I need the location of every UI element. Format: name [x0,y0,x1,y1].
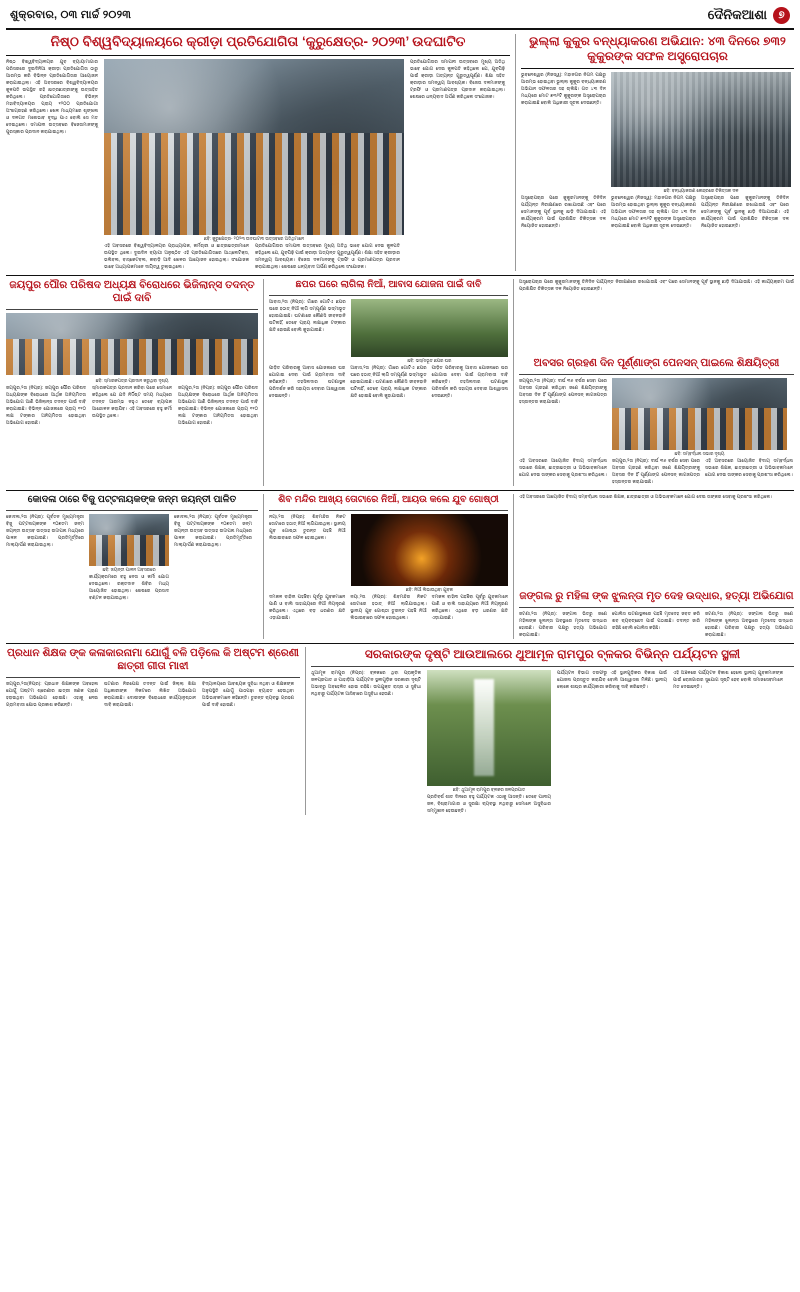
pension-photo-caption: ଛବି: ସମ୍ବର୍ଦ୍ଧନା ସଭାର ଦୃଶ୍ୟ [674,450,725,456]
newspaper-title: ଦୈନିକଆଶା [707,7,767,22]
kodala-photo [89,514,169,566]
hut-photo-wrap [351,299,508,363]
tourism-col-2: ପ୍ରତିବର୍ଷ ଶୀତ ଦିନରେ ବହୁ ପର୍ଯ୍ୟଟକ ଏଠାକୁ ଆସନ୍ତି। ତେବେ ପାନୀୟ ଜଳ, ବିଶ୍ରାମାଗାର ଓ ସୁରକ୍ଷା ବ୍ୟବସ୍ଥା ନଥିବାରୁ ସେମାନେ ଅସୁବିଧାର ସମ୍ମୁଖୀନ ହେଉଛନ୍ତି। [427,793,551,813]
lead-photo-caption: ଛବି: କୁରୁକ୍ଷେତ୍ର- ୨୦୨୩ ଉଦଘାଟନୀ ଉତ୍ସବରେ ଅତିଥିମାନେ [203,235,304,241]
page-number-badge: ୭ [773,7,790,24]
masthead [6,4,794,30]
brand-wrap [708,7,790,24]
hut-col-4: ପୀଡ଼ିତ ପରିବାରକୁ ଆବାସ ଯୋଜନାରେ ଘର ଯୋଗାଇ ଦେବା ପାଇଁ ଗ୍ରାମବାସୀ ଦାବି କରିଛନ୍ତି। ତହସିଲଦାର ଘଟଣାସ୍ଥଳ ପରିଦର୍ଶନ କରି ସହାୟତା ଦେବାର ଆଶ୍ୱାସନା ଦେଇଛନ୍ତି। [431,364,508,398]
tourism-col-1: ଥୁଆମୂଳ ରାମପୁର (ନିପ୍ର): ବ୍ଳକରେ ଥିବା ପ୍ରାକୃତିକ ଜଳପ୍ରପାତ ଓ ପାହାଡ଼ିଆ ପର୍ଯ୍ୟଟନ ସ୍ଥଳୀଗୁଡ଼ିକ ସରକାରୀ ଦୃଷ୍ଟି ଅଭାବରୁ ଅବହେଳିତ ହୋଇ ରହିଛି। ଉପଯୁକ୍ତ ରାସ୍ତା ଓ ସୁବିଧା ନଥିବାରୁ ପର୍ଯ୍ୟଟକ ଆସିବାରେ ଅସୁବିଧା ହେଉଛି। [311,669,421,696]
temple-col-1: ନୟା,୨ତା (ନିପ୍ର): ଶିବମନ୍ଦିର ନିକଟ ତୋଟାରେ ହଠାତ୍ ନିଆଁ ଲାଗିଯାଇଥିଲା। ସ୍ଥାନୀୟ ଯୁବ ଗୋଷ୍ଠୀ ତୁରନ୍ତ ପହଞ୍ଚି ନିଆଁ ଲିଭାଇବାରେ ସଫଳ ହୋଇଥିଲେ। [269,513,346,540]
dog-article [516,34,794,271]
dog-headline: ଭୁଲ୍ଲା କୁକୁର ବନ୍ଧ୍ୟାକରଣ ଅଭିଯାନ: ୪୩ ଦିନରେ ୭୩୨ କୁକୁରଙ୍କ ସଫଳ ଅସ୍ତ୍ରୋପଚାର [529,34,786,63]
temple-headline: ଶିବ ମନ୍ଦିର ଆଖ୍ୟ ତୋଟାରେ ନିଆଁ, ଆୟଉ କଲେ ଯୁବ ଗୋଷ୍ଠୀ [278,493,499,505]
top-band [6,34,794,271]
jaipur-photo-caption: ଛବି: ସ୍ମାରକପତ୍ର ପ୍ରଦାନ କରୁଥିବା ଦୃଶ୍ୟ [95,378,169,383]
temple-col-4: ଦମକଳ ବାହିନୀ ପହଞ୍ଚିବା ପୂର୍ବରୁ ଯୁବକମାନେ ପାଣି ଓ ବାଲି ସାହାଯ୍ୟରେ ନିଆଁ ନିୟନ୍ତ୍ରଣ କରିଥିଲେ। ଏଥିରେ ବଡ଼ ଧରଣର କ୍ଷତି ଏଡ଼ାଯାଇଛି। [431,593,508,620]
jaipur-col-2: ସ୍ମାରକପତ୍ର ପ୍ରଦାନ କରିବା ପରେ ସେମାନେ କହିଥିଲେ ଯେ ଯଦି ନିର୍ଦ୍ଦିଷ୍ଟ ସମୟ ମଧ୍ୟରେ ତଦନ୍ତ ଆରମ୍ଭ ନହୁଏ ତେବେ ବ୍ୟାପକ ଆନ୍ଦୋଳନ କରାଯିବ। ଏହି ଅବସରରେ ବହୁ କର୍ମୀ ଉପସ୍ଥିତ ଥିଲେ। [92,385,172,418]
temple-photo-caption: ଛବି: ନିଆଁ ଲିଭାଉଥିବା ଯୁବକ [405,586,453,592]
kodala-col-3: କୋଦଳା,୨ତା (ନିପ୍ର): ପୂର୍ବତନ ମୁଖ୍ୟମନ୍ତ୍ରୀ ବିଜୁ ପଟ୍ଟନାୟକଙ୍କ ୧୦୭ତମ ଜନ୍ମ ଜୟନ୍ତୀ ଉତ୍ସବ ଉତ୍ସାହ ଉଦ୍ଦୀପନା ମଧ୍ୟରେ ପାଳନ କରାଯାଇଛି। ପ୍ରତିମୂର୍ତ୍ତିରେ ମାଲ୍ୟାର୍ପଣ କରାଯାଇଥିଲା। [174,513,252,547]
lead-photo-wrap [104,59,404,271]
lead-photo [104,59,404,235]
jungle-article [514,494,794,639]
hut-col-2: ପୀଡ଼ିତ ପରିବାରକୁ ଆବାସ ଯୋଜନାରେ ଘର ଯୋଗାଇ ଦେବା ପାଇଁ ଗ୍ରାମବାସୀ ଦାବି କରିଛନ୍ତି। ତହସିଲଦାର ଘଟଣାସ୍ଥଳ ପରିଦର୍ଶନ କରି ସହାୟତା ଦେବାର ଆଶ୍ୱାସନା ଦେଇଛନ୍ତି। [269,364,346,398]
pension-headline: ଅବସର ଗ୍ରହଣ ଦିନ ପୂର୍ଣ୍ଣାଙ୍ଗ ପେନସନ୍ ପାଇଲେ ଶିକ୍ଷୟିତ୍ରୀ [533,356,780,369]
dog-photo [611,72,791,187]
kodala-photo-wrap [89,514,169,602]
hut-photo-caption: ଛବି: ଭସ୍ମୀଭୂତ ଛପର ଘର [407,357,452,363]
pension-lead-text: ଅସ୍ତ୍ରୋପଚାର ପରେ କୁକୁରମାନଙ୍କୁ ତିନିଦିନ ପର୍ଯ୍ୟନ୍ତ ନିରୀକ୍ଷଣରେ ରଖାଯାଉଛି ଏବଂ ପରେ ସେମାନଙ୍କୁ ପୂର୍ବ ସ୍ଥାନକୁ ଛାଡ଼ି ଦିଆଯାଉଛି। ଏହି କାର୍ଯ୍ୟକ୍ରମ ପାଇଁ ପ୍ରଶିକ୍ଷିତ ଚିକିତ୍ସକ ଦଳ ନିୟୋଜିତ ହୋଇଛନ୍ତି। [519,278,794,291]
tourism-col-4: ଏହି ଅଞ୍ଚଳରେ ପର୍ଯ୍ୟଟନ ବିକାଶ ହେଲେ ସ୍ଥାନୀୟ ଯୁବକମାନଙ୍କ ପାଇଁ ରୋଜଗାରର ସୁଯୋଗ ସୃଷ୍ଟି ହେବ ବୋଲି ସମାଜସେବୀମାନେ ମତ ଦେଇଛନ୍ତି। [673,669,783,689]
temple-col-3: ନୟା,୨ତା (ନିପ୍ର): ଶିବମନ୍ଦିର ନିକଟ ତୋଟାରେ ହଠାତ୍ ନିଆଁ ଲାଗିଯାଇଥିଲା। ସ୍ଥାନୀୟ ଯୁବ ଗୋଷ୍ଠୀ ତୁରନ୍ତ ପହଞ୍ଚି ନିଆଁ ଲିଭାଇବାରେ ସଫଳ ହୋଇଥିଲେ। [350,593,427,620]
lead-col-2b: ପ୍ରତିଯୋଗିତାର ସମାପନୀ ଉତ୍ସବରେ ମୁଖ୍ୟ ଅତିଥି ଭାବେ ଯୋଗ ଦେଇ କୁଳପତି କହିଥିଲେ ଯେ, ଯୁବପିଢ଼ି ପାଇଁ କ୍ରୀଡ଼ା ଅତ୍ୟନ୍ତ ଗୁରୁତ୍ୱପୂର୍ଣ୍ଣ। ଶିକ୍ଷା ସହିତ କ୍ରୀଡ଼ାର ସମନ୍ୱୟ ଆବଶ୍ୟକ। ବିଜେତା ଦଳମାନଙ୍କୁ ଟ୍ରଫି ଓ ପ୍ରମାଣପତ୍ର ପ୍ରଦାନ କରାଯାଇଥିଲା। ଶେଷରେ ଧନ୍ୟବାଦ ଅର୍ପଣ କରିଥିଲେ ସଂଯୋଜକ। [255,242,400,269]
temple-col-2: ଦମକଳ ବାହିନୀ ପହଞ୍ଚିବା ପୂର୍ବରୁ ଯୁବକମାନେ ପାଣି ଓ ବାଲି ସାହାଯ୍ୟରେ ନିଆଁ ନିୟନ୍ତ୍ରଣ କରିଥିଲେ। ଏଥିରେ ବଡ଼ ଧରଣର କ୍ଷତି ଏଡ଼ାଯାଇଛି। [269,593,346,620]
bottom-band [6,647,794,815]
kodala-headline: କୋଦଳା ଠାରେ ବିଜୁ ପଟ୍ଟନାୟକଙ୍କ ଜନ୍ମ ଜୟନ୍ତୀ ପାଳିତ [27,493,237,505]
jaipur-col-3: ଜୟପୁର,୨ତା (ନିପ୍ର): ଜୟପୁର ପୌର ପରିଷଦ ଅଧ୍ୟକ୍ଷଙ୍କ ବିରୋଧରେ ଆର୍ଥିକ ଅନିୟମିତତା ଅଭିଯୋଗ ଆଣି ଭିଜିଲାନ୍ସ ତଦନ୍ତ ପାଇଁ ଦାବି କରାଯାଇଛି। ବିଭିନ୍ନ ଯୋଜନାରେ ପ୍ରାୟ ୧୧୦ ଲକ୍ଷ ଟଙ୍କାର ଅନିୟମିତତା ହୋଇଥିବା ଅଭିଯୋଗ ହୋଇଛି। [178,385,258,425]
pension-col-4: ଏହି ଅବସରରେ ଆୟୋଜିତ ବିଦାୟ ସମ୍ବର୍ଦ୍ଧନା ସଭାରେ ଶିକ୍ଷକ, ଛାତ୍ରଛାତ୍ରୀ ଓ ଅଭିଭାବକମାନେ ଯୋଗ ଦେଇ ତାଙ୍କର ସେବାକୁ ପ୍ରଶଂସା କରିଥିଲେ। [705,457,793,477]
dog-photo-wrap [611,72,791,193]
tourism-headline: ସରକାରଙ୍କ ଦୃଷ୍ଟି ଆଉଆଲରେ ଥୁଆମୂଳ ରାମପୁର ବ୍ଳକର ବିଭିନ୍ନ ପର୍ଯ୍ୟଟନ ସ୍ଥଳୀ [364,646,741,661]
kodala-col-1: କୋଦଳା,୨ତା (ନିପ୍ର): ପୂର୍ବତନ ମୁଖ୍ୟମନ୍ତ୍ରୀ ବିଜୁ ପଟ୍ଟନାୟକଙ୍କ ୧୦୭ତମ ଜନ୍ମ ଜୟନ୍ତୀ ଉତ୍ସବ ଉତ୍ସାହ ଉଦ୍ଦୀପନା ମଧ୍ୟରେ ପାଳନ କରାଯାଇଛି। ପ୍ରତିମୂର୍ତ୍ତିରେ ମାଲ୍ୟାର୍ପଣ କରାଯାଇଥିଲା। [6,513,84,547]
tourism-article [306,647,794,815]
kodala-col-2: କାର୍ଯ୍ୟକ୍ରମରେ ବହୁ ନେତା ଓ କର୍ମୀ ଯୋଗ ଦେଇଥିଲେ। ରକ୍ତଦାନ ଶିବିର ମଧ୍ୟ ଆୟୋଜିତ ହୋଇଥିଲା। ଶେଷରେ ପ୍ରସାଦ ବଣ୍ଟନ କରାଯାଇଥିଲା। [89,573,169,600]
lead-col-2: ଏହି ଅବସରରେ ବିଶ୍ୱବିଦ୍ୟାଳୟର ପ୍ରାଧ୍ୟାପକ, କର୍ମଚାରୀ ଓ ଛାତ୍ରଛାତ୍ରୀମାନେ ଉପସ୍ଥିତ ଥିଲେ। ଦୁଇଦିନ ବ୍ୟାପୀ ଅନୁଷ୍ଠିତ ଏହି ପ୍ରତିଯୋଗିତାରେ ଆଥ୍ଲେଟିକ୍ସ, ଭଲିବଲ, ବାସ୍କେଟବଲ, କବାଡ଼ି ଆଦି ଖେଳର ଆୟୋଜନ ହୋଇଥିଲା। ସଂଯୋଜକ ଭାବେ ଅଧ୍ୟାପକମାନେ ଦାୟିତ୍ୱ ତୁଲାଇଥିଲେ। [104,242,249,269]
lead-article [6,34,516,271]
kodala-photo-caption: ଛବି: ଜୟନ୍ତୀ ପାଳନ ଅବସରରେ [102,566,156,572]
second-band [6,279,794,486]
tourism-photo-caption: ଛବି: ଥୁଆମୂଳ ରାମପୁର ବ୍ଳକର ଜଳପ୍ରପାତ [452,786,526,792]
teacher-col-3: ବିଦ୍ୟାଳୟରେ ଆବଶ୍ୟକ ସୁବିଧା ନଥିବା ଓ ଶିକ୍ଷକଙ୍କ ଅନୁପସ୍ଥିତି ଯୋଗୁଁ ପାଠପଢ଼ା ବ୍ୟାହତ ହେଉଥିବା ଅଭିଭାବକମାନେ କହିଛନ୍ତି। ତୁରନ୍ତ ବ୍ୟବସ୍ଥା ଗ୍ରହଣ ପାଇଁ ଦାବି ହୋଇଛି। [202,681,294,707]
hut-col-1: ଆବାସ,୨ତା (ନିପ୍ର): ଗାଁରେ ଗୋଟିଏ ଛପର ଘରେ ହଠାତ୍ ନିଆଁ ଲାଗି ସମ୍ପୂର୍ଣ୍ଣ ଭସ୍ମୀଭୂତ ହୋଇଯାଇଛି। ଘଟଣାରେ କୌଣସି ଜୀବନହାନି ଘଟିନାହିଁ, ତେବେ ପ୍ରାୟ ଲକ୍ଷାଧିକ ଟଙ୍କାର କ୍ଷତି ହୋଇଛି ବୋଲି କୁହାଯାଇଛି। [269,298,346,332]
teacher-col-1: ଜୟପୁର,୨ତା(ନିପ୍ର): ପ୍ରଧାନ ଶିକ୍ଷକଙ୍କ ଅବହେଳା ଯୋଗୁଁ ଅଷ୍ଟମ ଶ୍ରେଣୀର ଛାତ୍ରୀ ଜଣକ ପ୍ରାଣ ହରାଇଥିବା ଅଭିଯୋଗ ହୋଇଛି। ଏହାକୁ ନେଇ ଗ୍ରାମବାସୀ କ୍ଷୋଭ ପ୍ରକାଶ କରିଛନ୍ତି। [6,681,98,707]
teacher-col-2: ଘଟଣାର ନିରପେକ୍ଷ ତଦନ୍ତ ପାଇଁ ଜିଲ୍ଲା ଶିକ୍ଷା ଅଧିକାରୀଙ୍କ ନିକଟରେ ଲିଖିତ ଅଭିଯୋଗ କରାଯାଇଛି। ଦୋଷୀଙ୍କ ବିରୋଧରେ କାର୍ଯ୍ୟାନୁଷ୍ଠାନ ଦାବି କରାଯାଇଛି। [104,681,196,707]
lead-headline: ନିଷ୍ଠ ବିଶ୍ୱବିଦ୍ୟାଳୟରେ କ୍ରୀଡ଼ା ପ୍ରତିଯୋଗିତା ‘କୁରୁକ୍ଷେତ୍ର- ୨୦୨୩’ ଉଦଘାଟିତ [50,34,466,49]
dog-col-4: ଅସ୍ତ୍ରୋପଚାର ପରେ କୁକୁରମାନଙ୍କୁ ତିନିଦିନ ପର୍ଯ୍ୟନ୍ତ ନିରୀକ୍ଷଣରେ ରଖାଯାଉଛି ଏବଂ ପରେ ସେମାନଙ୍କୁ ପୂର୍ବ ସ୍ଥାନକୁ ଛାଡ଼ି ଦିଆଯାଉଛି। ଏହି କାର୍ଯ୍ୟକ୍ରମ ପାଇଁ ପ୍ରଶିକ୍ଷିତ ଚିକିତ୍ସକ ଦଳ ନିୟୋଜିତ ହୋଇଛନ୍ତି। [701,195,789,228]
publication-date: ଶୁକ୍ରବାର, ୦୩ ମାର୍ଚ୍ଚ ୨୦୨୩ [10,8,132,21]
jungle-headline: ଜଙ୍ଗଲ ରୁ ମହିଳା ଙ୍କ ଝୁଲନ୍ତା ମୃତ ଦେହ ଉଦ୍ଧାର, ହତ୍ୟା ଅଭିଯୋଗ [519,589,794,602]
tourism-photo [427,670,551,786]
jungle-col-3: ଜଟଣୀ,୨ତା (ନିପ୍ର): ଜଙ୍ଗଲ ଭିତରୁ ଜଣେ ମହିଳାଙ୍କ ଝୁଲନ୍ତା ଅବସ୍ଥାରେ ମୃତଦେହ ଉଦ୍ଧାର ହୋଇଛି। ପରିବାର ପକ୍ଷରୁ ହତ୍ୟା ଅଭିଯୋଗ କରାଯାଇଛି। [705,610,793,637]
lead-col-1: ନିଷ୍ଠ ବିଶ୍ୱବିଦ୍ୟାଳୟର ଯୁବ ବ୍ୟାୟାମାଗାର ପରିସରରେ ଦୁଇଦିନିଆ କ୍ରୀଡ଼ା ପ୍ରତିଯୋଗିତା ଠାରୁ ଆରମ୍ଭ କରି ବିଭିନ୍ନ ପ୍ରତିଯୋଗିତାର ଆୟୋଜନ କରାଯାଇଥିଲା। ଏହି ଅବସରରେ ବିଶ୍ୱବିଦ୍ୟାଳୟର କୁଳପତି ଉପସ୍ଥିତ ରହି ଛାତ୍ରଛାତ୍ରୀଙ୍କୁ ଉତ୍ସାହିତ କରିଥିଲେ। ପ୍ରତିଯୋଗିତାରେ ବିଭିନ୍ନ ମହାବିଦ୍ୟାଳୟର ପ୍ରାୟ ୧୨୦୦ ପ୍ରତିଯୋଗୀ ଅଂଶଗ୍ରହଣ କରିଥିଲେ। ଖେଳ ମାଧ୍ୟମରେ ଶୃଙ୍ଖଳା ଓ ଦଳଗତ ମନୋଭାବ ବୃଦ୍ଧି ପାଏ ବୋଲି ସେ ମତ ଦେଇଥିଲେ। ସମାପନୀ ଉତ୍ସବରେ ବିଜେତାମାନଙ୍କୁ ପୁରସ୍କାର ପ୍ରଦାନ କରାଯାଇଥିଲା। [6,58,98,134]
dog-photo-caption: ଛବି: ବନ୍ଧ୍ୟାକରଣ କେନ୍ଦ୍ରରେ ଚିକିତ୍ସକ ଦଳ [663,188,739,193]
jaipur-headline: ଜୟପୁର ପୌର ପରିଷଦ ଅଧ୍ୟକ୍ଷ ବିରୋଧରେ ଭିଜିଲାନ୍ସ ତଦନ୍ତ ପାଇଁ ଦାବି [9,278,255,304]
temple-photo [351,514,508,586]
jungle-col-2: ପୋଲିସ ଘଟଣାସ୍ଥଳରେ ପହଞ୍ଚି ମୃତଦେହ ଜବତ କରି ଶବ ବ୍ୟବଚ୍ଛେଦ ପାଇଁ ପଠାଇଛି। ତଦନ୍ତ ଜାରି ରହିଛି ବୋଲି ପୋଲିସ କହିଛି। [612,610,700,630]
dog-col-2: ଅସ୍ତ୍ରୋପଚାର ପରେ କୁକୁରମାନଙ୍କୁ ତିନିଦିନ ପର୍ଯ୍ୟନ୍ତ ନିରୀକ୍ଷଣରେ ରଖାଯାଉଛି ଏବଂ ପରେ ସେମାନଙ୍କୁ ପୂର୍ବ ସ୍ଥାନକୁ ଛାଡ଼ି ଦିଆଯାଉଛି। ଏହି କାର୍ଯ୍ୟକ୍ରମ ପାଇଁ ପ୍ରଶିକ୍ଷିତ ଚିକିତ୍ସକ ଦଳ ନିୟୋଜିତ ହୋଇଛନ୍ତି। [521,195,606,228]
hut-col-3: ଆବାସ,୨ତା (ନିପ୍ର): ଗାଁରେ ଗୋଟିଏ ଛପର ଘରେ ହଠାତ୍ ନିଆଁ ଲାଗି ସମ୍ପୂର୍ଣ୍ଣ ଭସ୍ମୀଭୂତ ହୋଇଯାଇଛି। ଘଟଣାରେ କୌଣସି ଜୀବନହାନି ଘଟିନାହିଁ, ତେବେ ପ୍ରାୟ ଲକ୍ଷାଧିକ ଟଙ୍କାର କ୍ଷତି ହୋଇଛି ବୋଲି କୁହାଯାଇଛି। [350,364,427,398]
third-band [6,494,794,639]
pension-col-1: ଜୟପୁର,୨ତା (ନିପ୍ର): ଦୀର୍ଘ ୩୫ ବର୍ଷର ସେବା ପରେ ଅବସର ଗ୍ରହଣ କରିଥିବା ଜଣେ ଶିକ୍ଷୟିତ୍ରୀଙ୍କୁ ଅବସର ଦିନ ହିଁ ପୂର୍ଣ୍ଣାଙ୍ଗ ପେନସନ୍ କାଗଜପତ୍ର ହସ୍ତାନ୍ତର କରାଯାଇଛି। [519,377,607,404]
kodala-article [6,494,264,639]
jaipur-col-1: ଜୟପୁର,୨ତା (ନିପ୍ର): ଜୟପୁର ପୌର ପରିଷଦ ଅଧ୍ୟକ୍ଷଙ୍କ ବିରୋଧରେ ଆର୍ଥିକ ଅନିୟମିତତା ଅଭିଯୋଗ ଆଣି ଭିଜିଲାନ୍ସ ତଦନ୍ତ ପାଇଁ ଦାବି କରାଯାଇଛି। ବିଭିନ୍ନ ଯୋଜନାରେ ପ୍ରାୟ ୧୧୦ ଲକ୍ଷ ଟଙ୍କାର ଅନିୟମିତତା ହୋଇଥିବା ଅଭିଯୋଗ ହୋଇଛି। [6,385,86,425]
pension-article [514,279,794,486]
pension-col-3: ଜୟପୁର,୨ତା (ନିପ୍ର): ଦୀର୍ଘ ୩୫ ବର୍ଷର ସେବା ପରେ ଅବସର ଗ୍ରହଣ କରିଥିବା ଜଣେ ଶିକ୍ଷୟିତ୍ରୀଙ୍କୁ ଅବସର ଦିନ ହିଁ ପୂର୍ଣ୍ଣାଙ୍ଗ ପେନସନ୍ କାଗଜପତ୍ର ହସ୍ତାନ୍ତର କରାଯାଇଛି। [612,457,700,484]
pension-photo [612,378,787,450]
temple-photo-wrap [351,514,508,592]
jaipur-article [6,279,264,486]
pension-col-2: ଏହି ଅବସରରେ ଆୟୋଜିତ ବିଦାୟ ସମ୍ବର୍ଦ୍ଧନା ସଭାରେ ଶିକ୍ଷକ, ଛାତ୍ରଛାତ୍ରୀ ଓ ଅଭିଭାବକମାନେ ଯୋଗ ଦେଇ ତାଙ୍କର ସେବାକୁ ପ୍ରଶଂସା କରିଥିଲେ। [519,457,607,477]
hut-article [264,279,514,486]
hut-headline: ଛପର ଘରେ ଲାଗିଲା ନିଆଁ, ଆବାସ ଯୋଜନା ପାଇଁ ଦାବି [295,278,482,290]
teacher-headline: ପ୍ରଧାନ ଶିକ୍ଷକ ଙ୍କ କଳାକାରନାମା ଯୋଗୁଁ ବଳି ପଡ଼ିଲେ କି ଅଷ୍ଟମ ଶ୍ରେଣୀ ଛାତ୍ରୀ ଗୀତା ମାଝୀ [7,646,299,672]
pension-photo-wrap [612,378,787,456]
teacher-article [6,647,306,815]
dog-col-1: ଭୁବନେଶ୍ୱର (ନିଜସ୍ୱ): ମହାନଗର ନିଗମ ପକ୍ଷରୁ ଆରମ୍ଭ ହୋଇଥିବା ଭୁଲ୍ଲା କୁକୁର ବନ୍ଧ୍ୟାକରଣ ଅଭିଯାନ ସଫଳତାର ସହ ଚାଲିଛି। ଗତ ୪୩ ଦିନ ମଧ୍ୟରେ ମୋଟ ୭୩୨ଟି କୁକୁରଙ୍କ ଅସ୍ତ୍ରୋପଚାର କରାଯାଇଛି ବୋଲି ଅଧିକାରୀ ସୂଚନା ଦେଇଛନ୍ତି। [521,72,606,105]
jungle-col-1: ଜଟଣୀ,୨ତା (ନିପ୍ର): ଜଙ୍ଗଲ ଭିତରୁ ଜଣେ ମହିଳାଙ୍କ ଝୁଲନ୍ତା ଅବସ୍ଥାରେ ମୃତଦେହ ଉଦ୍ଧାର ହୋଇଛି। ପରିବାର ପକ୍ଷରୁ ହତ୍ୟା ଅଭିଯୋଗ କରାଯାଇଛି। [519,610,607,637]
lead-col-3: ପ୍ରତିଯୋଗିତାର ସମାପନୀ ଉତ୍ସବରେ ମୁଖ୍ୟ ଅତିଥି ଭାବେ ଯୋଗ ଦେଇ କୁଳପତି କହିଥିଲେ ଯେ, ଯୁବପିଢ଼ି ପାଇଁ କ୍ରୀଡ଼ା ଅତ୍ୟନ୍ତ ଗୁରୁତ୍ୱପୂର୍ଣ୍ଣ। ଶିକ୍ଷା ସହିତ କ୍ରୀଡ଼ାର ସମନ୍ୱୟ ଆବଶ୍ୟକ। ବିଜେତା ଦଳମାନଙ୍କୁ ଟ୍ରଫି ଓ ପ୍ରମାଣପତ୍ର ପ୍ରଦାନ କରାଯାଇଥିଲା। ଶେଷରେ ଧନ୍ୟବାଦ ଅର୍ପଣ କରିଥିଲେ ସଂଯୋଜକ। [410,58,505,99]
hut-photo [351,299,508,357]
temple-article [264,494,514,639]
tourism-photo-wrap [427,670,551,815]
jaipur-photo [6,313,258,375]
tourism-col-3: ପର୍ଯ୍ୟଟନ ବିଭାଗ ତରଫରୁ ଏହି ସ୍ଥାନଗୁଡ଼ିକର ବିକାଶ ପାଇଁ ଯୋଜନା ପ୍ରସ୍ତୁତ କରାଯିବ ବୋଲି ଆଶ୍ୱାସନା ମିଳିଛି। ସ୍ଥାନୀୟ ଲୋକେ ଶୀଘ୍ର କାର୍ଯ୍ୟକାରୀ କରିବାକୁ ଦାବି କରିଛନ୍ତି। [557,669,667,689]
dog-col-3: ଭୁବନେଶ୍ୱର (ନିଜସ୍ୱ): ମହାନଗର ନିଗମ ପକ୍ଷରୁ ଆରମ୍ଭ ହୋଇଥିବା ଭୁଲ୍ଲା କୁକୁର ବନ୍ଧ୍ୟାକରଣ ଅଭିଯାନ ସଫଳତାର ସହ ଚାଲିଛି। ଗତ ୪୩ ଦିନ ମଧ୍ୟରେ ମୋଟ ୭୩୨ଟି କୁକୁରଙ୍କ ଅସ୍ତ୍ରୋପଚାର କରାଯାଇଛି ବୋଲି ଅଧିକାରୀ ସୂଚନା ଦେଇଛନ୍ତି। [611,195,696,228]
jungle-filler-text: ଏହି ଅବସରରେ ଆୟୋଜିତ ବିଦାୟ ସମ୍ବର୍ଦ୍ଧନା ସଭାରେ ଶିକ୍ଷକ, ଛାତ୍ରଛାତ୍ରୀ ଓ ଅଭିଭାବକମାନେ ଯୋଗ ଦେଇ ତାଙ୍କର ସେବାକୁ ପ୍ରଶଂସା କରିଥିଲେ। [519,493,773,499]
